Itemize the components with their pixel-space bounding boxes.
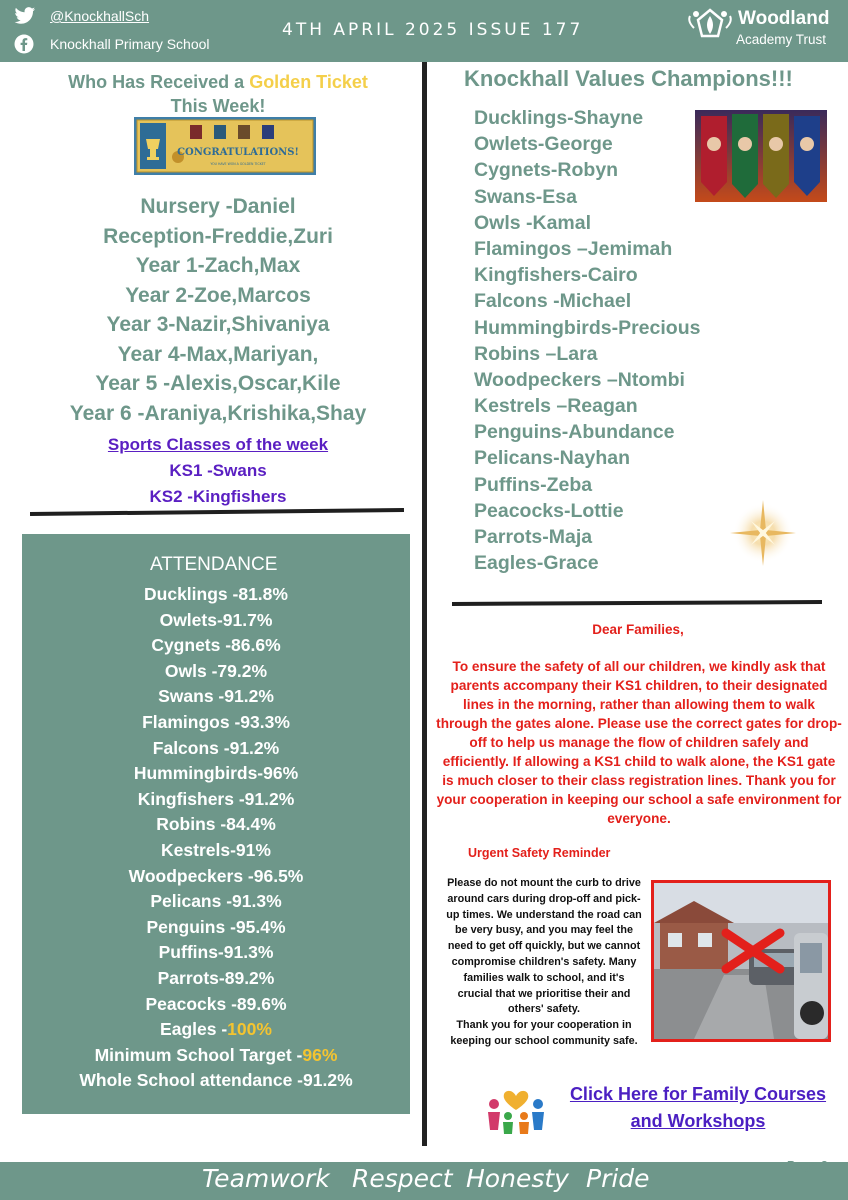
sparkle-star-icon: [728, 498, 798, 568]
winner-row: Reception-Freddie,Zuri: [103, 224, 333, 248]
attendance-row: Pelicans -91.3%: [150, 891, 282, 912]
attendance-list: [22, 582, 410, 1094]
facebook-link[interactable]: [14, 34, 210, 54]
champion-row: Flamingos –Jemimah: [474, 237, 673, 260]
letter-greeting: Dear Families,: [592, 622, 684, 637]
attendance-row: Robins -84.4%: [156, 814, 276, 835]
champion-row: Falcons -Michael: [474, 290, 632, 313]
attendance-row: Cygnets -86.6%: [151, 635, 281, 656]
champion-row: Parrots-Maja: [474, 526, 593, 548]
house-banners-image: [695, 110, 827, 202]
attendance-panel: [22, 534, 410, 1114]
sports-classes-link[interactable]: Sports Classes of the week: [107, 435, 329, 454]
twitter-handle[interactable]: @KnockhallSch: [50, 8, 150, 24]
values-champions-list: [474, 105, 700, 576]
golden-ticket-winners: [28, 192, 408, 428]
attendance-row-eagles: [22, 1017, 410, 1043]
champion-row: Robins –Lara: [474, 342, 598, 365]
attendance-row: Owlets-91.7%: [159, 609, 273, 630]
champion-row: Swans-Esa: [474, 185, 577, 208]
page-number: Page 3: [786, 1158, 828, 1173]
values-champions-title: Knockhall Values Champions!!!: [464, 66, 793, 91]
attendance-row: Woodpeckers -96.5%: [128, 865, 304, 886]
attendance-row: Penguins -95.4%: [146, 916, 286, 937]
attendance-title: ATTENDANCE: [150, 554, 278, 575]
twitter-icon: [14, 6, 36, 26]
ticket-subtext: YOU HAVE WON A GOLDEN TICKET: [210, 162, 266, 166]
letter-body: To ensure the safety of all our children, we kindly ask that parents accompany their KS1 children, to their designated lines in the morning, rather than allowing them to walk through the gates alone. Please use the correct gates for drop-off to help us manage the flow of children safely and efficiently. If allowing a KS1 child to walk alone, the KS1 gate is much closer to their class registration lines. Thank you for your cooperation in keeping our school a safe environment for everyone.: [436, 659, 842, 826]
attendance-row: Kestrels-91%: [161, 839, 271, 860]
golden-ticket-heading-line2: This Week!: [170, 96, 266, 116]
trust-subname: Academy Trust: [736, 32, 827, 47]
champion-row: Cygnets-Robyn: [474, 159, 619, 182]
car-on-curb-photo: [651, 880, 831, 1042]
value-pride: Pride: [586, 1164, 650, 1193]
twitter-link[interactable]: [14, 6, 149, 26]
winner-row: Year 2-Zoe,Marcos: [125, 283, 311, 307]
winner-row: Year 6 -Araniya,Krishika,Shay: [69, 401, 367, 425]
attendance-row: Swans -91.2%: [158, 686, 274, 707]
safety-thanks: Thank you for your cooperation in keeping our school community safe.: [450, 1019, 638, 1047]
sports-ks1: KS1 -Swans: [169, 461, 267, 480]
facebook-icon: [14, 34, 36, 54]
family-courses-link[interactable]: Click Here for Family Courses and Workshops: [569, 1084, 827, 1131]
winner-row: Year 3-Nazir,Shivaniya: [106, 313, 330, 336]
winner-row: Year 5 -Alexis,Oscar,Kile: [95, 372, 341, 395]
golden-ticket-highlight: Golden Ticket: [249, 72, 368, 92]
attendance-row: Owls -79.2%: [164, 660, 268, 681]
champion-row: Owls -Kamal: [474, 211, 592, 234]
champion-row: Pelicans-Nayhan: [474, 447, 631, 470]
winner-row: Year 1-Zach,Max: [135, 254, 301, 277]
champion-row: Penguins-Abundance: [474, 421, 675, 444]
attendance-row: Ducklings -81.8%: [144, 584, 288, 604]
safety-body: Please do not mount the curb to drive around cars during drop-off and pick-up times. We understand the road can be very busy, and you may feel the need to get off quickly, but we cannot compromise children's safety. Many families walk to school, and it's crucial that we prioritise their and others' safety.: [446, 877, 642, 1016]
champion-row: Ducklings-Shayne: [474, 107, 644, 129]
issue-date: 4TH APRIL 2025 ISSUE 177: [282, 20, 584, 40]
section-divider: [30, 508, 404, 516]
attendance-row: Falcons -91.2%: [152, 737, 280, 758]
tree-crest-icon: [686, 6, 734, 46]
attendance-row: Peacocks -89.6%: [145, 993, 287, 1014]
facebook-name[interactable]: Knockhall Primary School: [50, 36, 210, 52]
family-heart-icon: [482, 1082, 550, 1138]
attendance-target: [22, 1043, 410, 1069]
champion-row: Owlets-George: [474, 133, 613, 156]
golden-ticket-heading-text: Who Has Received a: [68, 72, 250, 92]
attendance-row: Parrots-89.2%: [157, 967, 275, 988]
safety-reminder: [445, 876, 643, 1050]
attendance-row: Puffins-91.3%: [158, 942, 274, 963]
sports-ks2: KS2 -Kingfishers: [149, 487, 287, 506]
eagles-value: 100%: [227, 1019, 272, 1040]
trust-name: Woodland: [738, 8, 830, 29]
champion-row: Peacocks-Lottie: [474, 499, 624, 522]
section-divider: [452, 600, 822, 606]
winner-row: Year 4-Max,Mariyan,: [117, 342, 319, 366]
attendance-row: Hummingbirds-96%: [133, 763, 299, 784]
eagles-label: Eagles -: [160, 1019, 228, 1040]
urgent-safety-title: Urgent Safety Reminder: [468, 846, 611, 860]
column-divider: [422, 62, 427, 1146]
champion-row: Woodpeckers –Ntombi: [474, 368, 685, 391]
value-teamwork: Teamwork: [202, 1164, 330, 1193]
champion-row: Kestrels –Reagan: [474, 395, 638, 418]
golden-ticket-image: [134, 117, 316, 175]
champion-row: Puffins-Zeba: [474, 473, 593, 496]
golden-ticket-heading: [28, 72, 408, 93]
header-bar: [0, 0, 848, 62]
attendance-row: Kingfishers -91.2%: [137, 788, 295, 809]
champion-row: Kingfishers-Cairo: [474, 264, 638, 287]
footer-bar: [0, 1162, 848, 1200]
ticket-text: CONGRATULATIONS!: [177, 147, 299, 158]
target-value: 96%: [302, 1044, 338, 1065]
woodland-trust-logo: [686, 6, 834, 52]
champion-row: Eagles-Grace: [474, 552, 599, 575]
value-respect: Respect: [352, 1164, 453, 1193]
winner-row: Nursery -Daniel: [140, 195, 296, 218]
attendance-row: Flamingos -93.3%: [142, 711, 290, 732]
target-label: Minimum School Target -: [94, 1044, 303, 1065]
whole-school-attendance: Whole School attendance -91.2%: [79, 1070, 353, 1091]
value-honesty: Honesty: [466, 1164, 569, 1193]
champion-row: Hummingbirds-Precious: [474, 316, 701, 339]
